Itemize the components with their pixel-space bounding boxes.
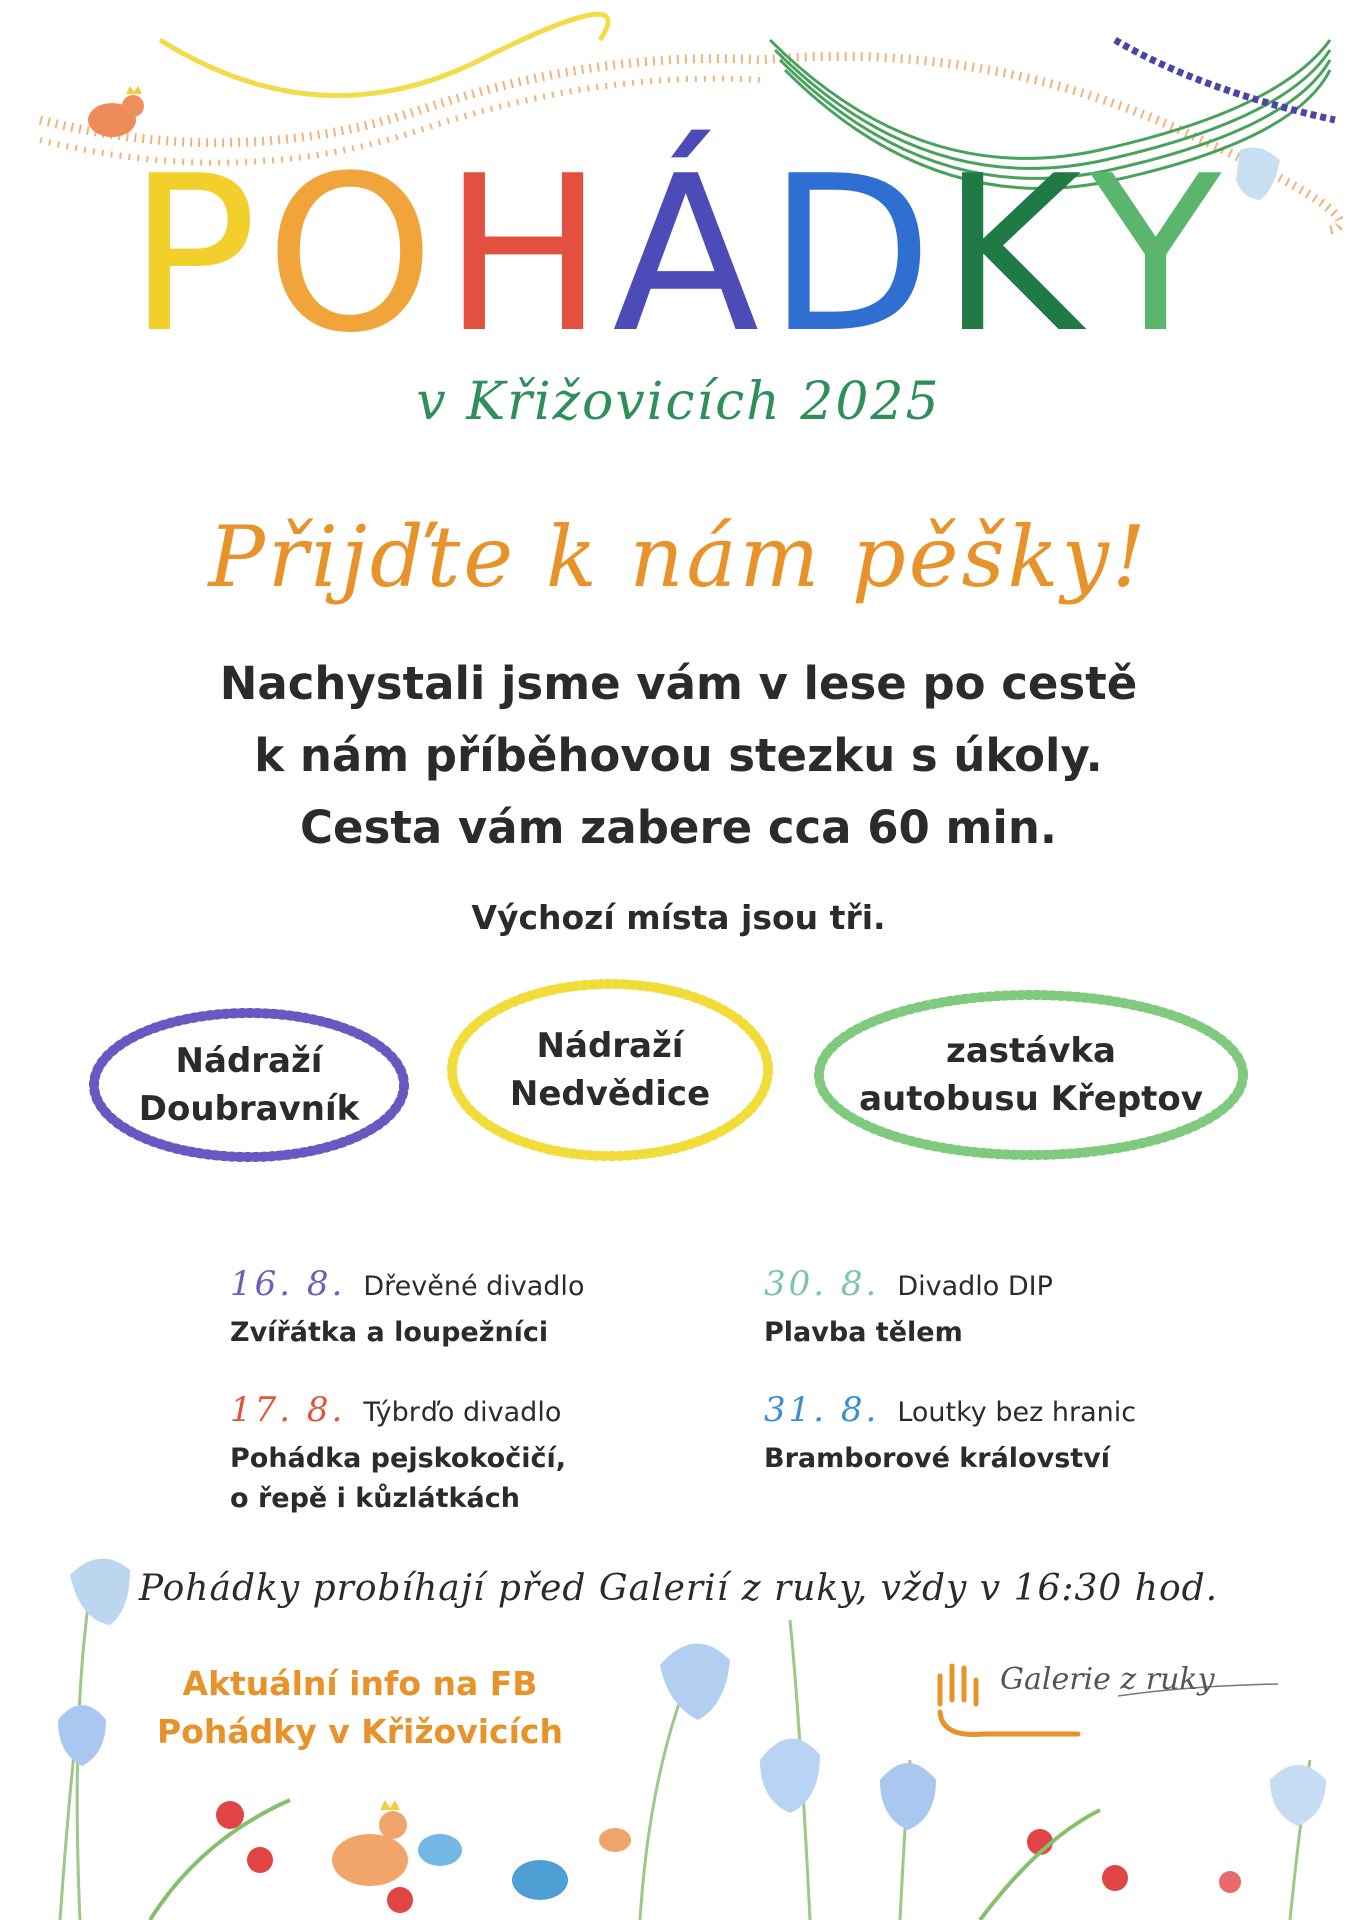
starting-point-line: Nádraží [536, 1026, 684, 1066]
event-theatre: Loutky bez hranic [897, 1397, 1137, 1428]
event-show: Pohádka pejskokočičí, [230, 1443, 566, 1474]
event-17-8 [230, 1388, 710, 1518]
intro-line: Cesta vám zabere cca 60 min. [300, 801, 1057, 854]
facebook-info-line: Pohádky v Křižovicích [157, 1712, 563, 1751]
event-date: 17. 8. [230, 1390, 346, 1430]
poster-subtitle: v Křižovicích 2025 [416, 372, 941, 432]
intro-line: k nám příběhovou stezku s úkoly. [254, 729, 1103, 782]
starting-point-kreptov [806, 980, 1256, 1170]
facebook-info [140, 1660, 580, 1756]
starting-point-line: Nedvědice [509, 1074, 711, 1114]
poster-headline: Přijďte k nám pěšky! [208, 508, 1149, 606]
event-30-8 [764, 1262, 1244, 1352]
title-letter: D [767, 129, 941, 380]
title-letter: Á [612, 129, 768, 380]
galerie-logo-text: Galerie z ruky [1000, 1662, 1215, 1697]
facebook-info-line: Aktuální info na FB [182, 1664, 538, 1703]
event-theatre: Týbrďo divadlo [363, 1397, 562, 1428]
event-31-8 [764, 1388, 1244, 1478]
title-letter: P [127, 129, 266, 380]
intro-line: Nachystali jsme vám v lese po cestě [219, 657, 1138, 710]
title-letter: O [265, 129, 443, 380]
starting-point-line: Doubravník [138, 1089, 360, 1129]
title-letter: Y [1089, 129, 1230, 380]
title-letter: H [442, 129, 613, 380]
title-letter: K [940, 129, 1090, 380]
event-date: 31. 8. [764, 1390, 880, 1430]
event-date: 16. 8. [230, 1264, 346, 1304]
intro-text [0, 648, 1357, 864]
event-show: Plavba tělem [764, 1317, 963, 1348]
starting-point-line: zastávka [946, 1031, 1116, 1071]
galerie-logo [928, 1656, 1288, 1746]
event-16-8 [230, 1262, 710, 1352]
poster-title [0, 129, 1357, 380]
starting-point-doubravnik [84, 1000, 414, 1170]
starting-point-line: autobusu Křeptov [859, 1079, 1203, 1119]
event-date: 30. 8. [764, 1264, 880, 1304]
event-show: Zvířátka a loupežníci [230, 1317, 549, 1348]
starting-points-title: Výchozí místa jsou tři. [471, 898, 886, 937]
event-show: Bramborové království [764, 1443, 1111, 1474]
event-show: o řepě i kůzlátkách [230, 1483, 520, 1514]
schedule-note: Pohádky probíhají před Galerií z ruky, vždy v 16:30 hod. [138, 1568, 1219, 1609]
starting-point-nedvedice [440, 970, 780, 1170]
starting-point-line: Nádraží [175, 1041, 323, 1081]
event-theatre: Dřevěné divadlo [363, 1271, 585, 1302]
event-theatre: Divadlo DIP [897, 1271, 1053, 1302]
